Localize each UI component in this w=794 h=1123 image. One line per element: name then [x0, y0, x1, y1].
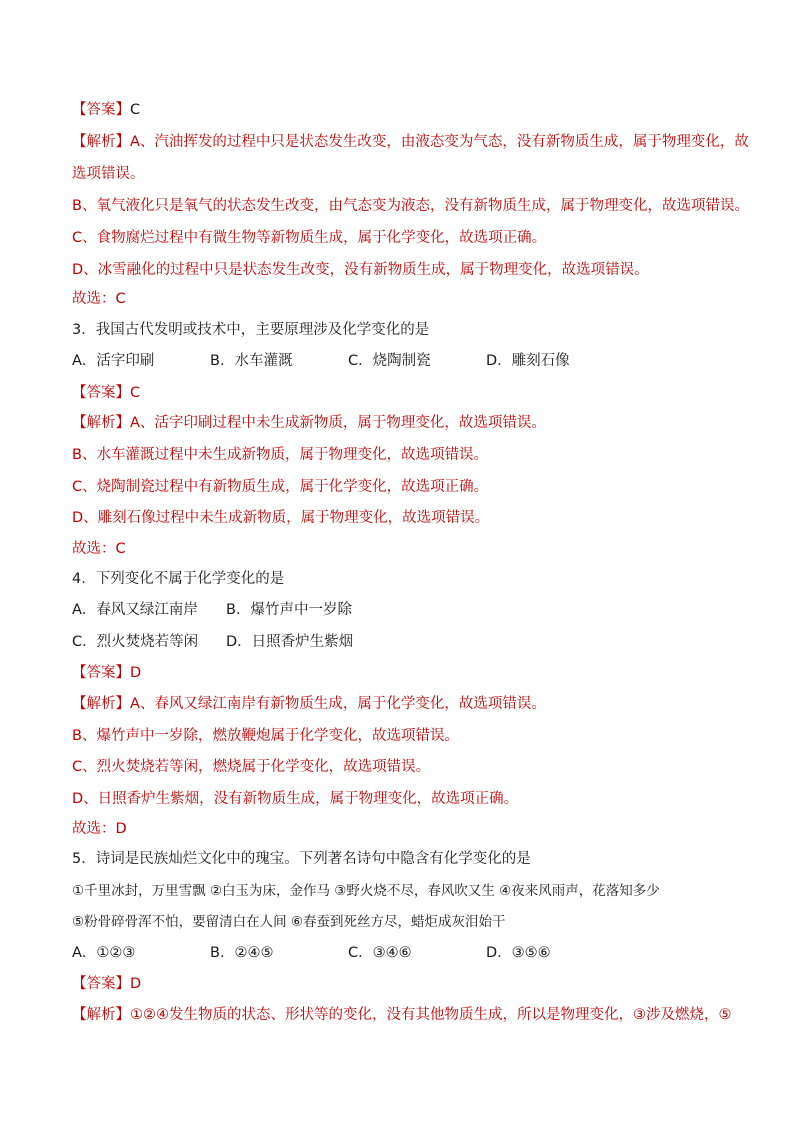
analysis-line [72, 413, 732, 433]
option-b: B．水车灌溉 [210, 353, 293, 369]
option-d: D．日照香炉生紫烟 [226, 634, 354, 650]
option-c: C．③④⑥ [348, 945, 412, 961]
conclusion: 故选：C [72, 541, 126, 557]
analysis-text: ①②④发生物质的状态、形状等的变化，没有其他物质生成，所以是物理变化，③涉及燃烧，⑤ [130, 1007, 732, 1023]
analysis-tag: 【解析】 [72, 696, 130, 712]
poems-line: ⑤粉骨碎骨浑不怕，要留清白在人间 ⑥春蚕到死丝方尽，蜡炬成灰泪始干 [72, 914, 506, 930]
analysis-line [72, 1005, 732, 1025]
analysis-text: B、水车灌溉过程中未生成新物质，属于物理变化，故选项错误。 [72, 447, 488, 463]
answer-line [72, 663, 732, 683]
question-4-text: 4．下列变化不属于化学变化的是 [72, 571, 285, 587]
answer-value: C [130, 385, 141, 401]
answer-tag: 【答案】 [72, 385, 130, 401]
analysis-text: C、食物腐烂过程中有微生物等新物质生成，属于化学变化，故选项正确。 [72, 230, 547, 246]
option-a: A．活字印刷 [72, 353, 155, 369]
poems-line: ①千里冰封，万里雪飘 ②白玉为床，金作马 ③野火烧不尽，春风吹又生 ④夜来风雨声，花落知多少 [72, 883, 660, 899]
analysis-tag: 【解析】 [72, 415, 130, 431]
option-c: C．烈火焚烧若等闲 [72, 634, 199, 650]
answer-tag: 【答案】 [72, 665, 130, 681]
conclusion: 故选：D [72, 821, 127, 837]
analysis-text: D、日照香炉生紫烟，没有新物质生成，属于物理变化，故选项正确。 [72, 791, 519, 807]
option-d: D．③⑤⑥ [486, 945, 551, 961]
analysis-line [72, 132, 749, 152]
option-b: B．②④⑤ [210, 945, 274, 961]
answer-tag: 【答案】 [72, 102, 130, 118]
analysis-text: B、氧气液化只是氧气的状态发生改变，由气态变为液态，没有新物质生成，属于物理变化，故选项错误。 [72, 198, 749, 214]
analysis-text: A、活字印刷过程中未生成新物质，属于物理变化，故选项错误。 [130, 415, 546, 431]
question-5-text: 5．诗词是民族灿烂文化中的瑰宝。下列著名诗句中隐含有化学变化的是 [72, 851, 531, 867]
option-d: D．雕刻石像 [486, 353, 570, 369]
analysis-text: A、汽油挥发的过程中只是状态发生改变，由液态变为气态，没有新物质生成，属于物理变化，故 [130, 134, 749, 150]
option-c: C．烧陶制瓷 [348, 353, 431, 369]
answer-value: C [130, 102, 141, 118]
question-3-text: 3．我国古代发明或技术中，主要原理涉及化学变化的是 [72, 322, 430, 338]
analysis-text: B、爆竹声中一岁除，燃放鞭炮属于化学变化，故选项错误。 [72, 728, 459, 744]
analysis-line [72, 694, 732, 714]
answer-line [72, 974, 732, 994]
option-b: B．爆竹声中一岁除 [226, 602, 352, 618]
analysis-text: C、烧陶制瓷过程中有新物质生成，属于化学变化，故选项正确。 [72, 479, 489, 495]
analysis-text: D、冰雪融化的过程中只是状态发生改变，没有新物质生成，属于物理变化，故选项错误。 [72, 262, 649, 278]
answer-value: D [130, 665, 142, 681]
option-a: A．①②③ [72, 945, 136, 961]
analysis-text: D、雕刻石像过程中未生成新物质，属于物理变化，故选项错误。 [72, 510, 490, 526]
conclusion: 故选：C [72, 291, 126, 307]
answer-line [72, 383, 732, 403]
analysis-text: 选项错误。 [72, 166, 145, 182]
analysis-text: A、春风又绿江南岸有新物质生成，属于化学变化，故选项错误。 [130, 696, 546, 712]
option-a: A．春风又绿江南岸 [72, 602, 198, 618]
answer-line [72, 100, 732, 120]
analysis-tag: 【解析】 [72, 1007, 130, 1023]
analysis-text: C、烈火焚烧若等闲，燃烧属于化学变化，故选项错误。 [72, 759, 431, 775]
answer-tag: 【答案】 [72, 976, 130, 992]
analysis-tag: 【解析】 [72, 134, 130, 150]
answer-value: D [130, 976, 142, 992]
